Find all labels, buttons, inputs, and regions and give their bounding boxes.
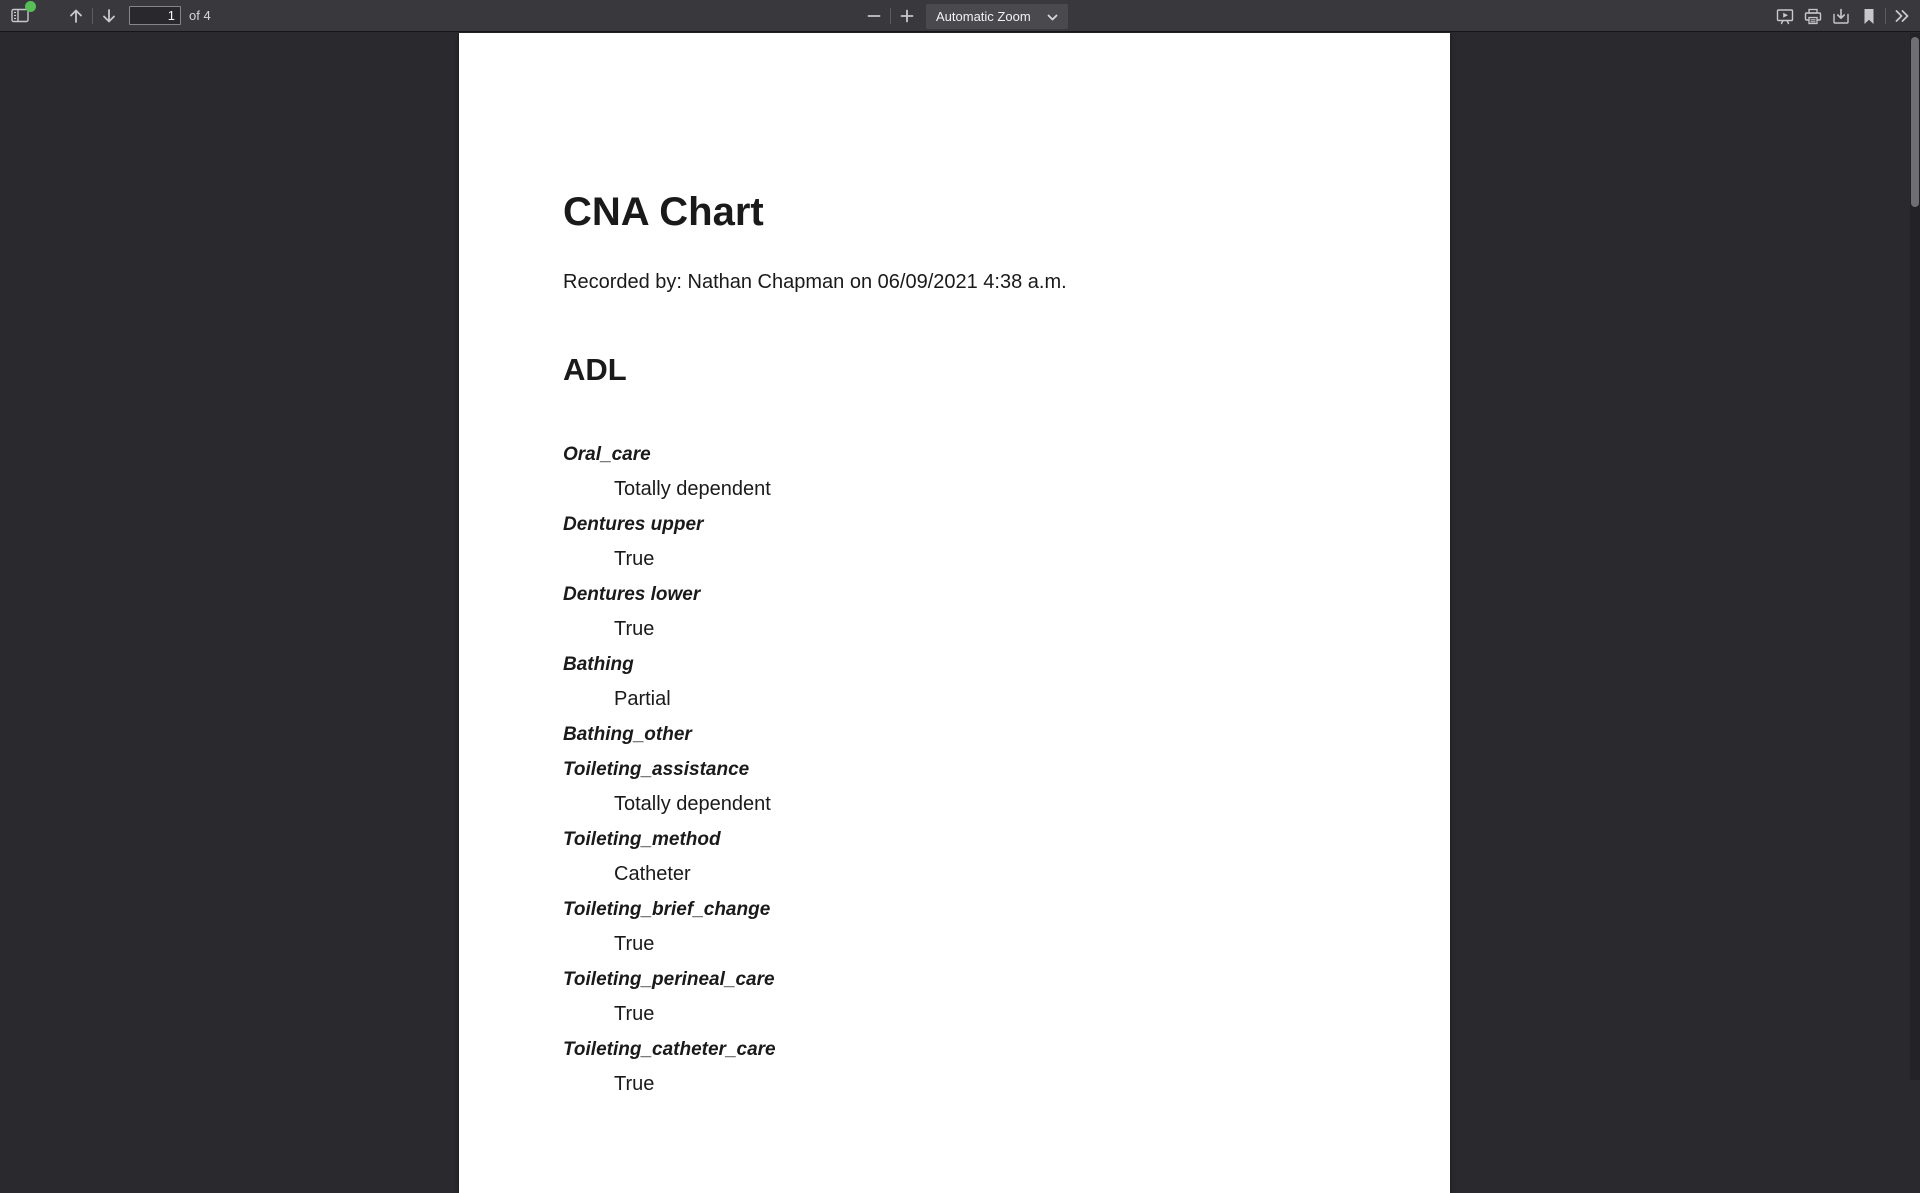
field-value: True (614, 1073, 655, 1095)
page-count-label: of 4 (189, 8, 211, 23)
current-view-button[interactable] (1856, 3, 1882, 29)
pdf-page (459, 33, 1450, 1193)
field-row (563, 962, 1363, 1032)
presentation-mode-icon (1776, 8, 1794, 25)
field-value: Totally dependent (614, 478, 771, 500)
field-row (563, 647, 1363, 717)
field-row (563, 822, 1363, 892)
notification-dot (25, 1, 36, 12)
document-byline: Recorded by: Nathan Chapman on 06/09/2021 4:38 a.m. (563, 271, 1067, 293)
field-label: Toileting_brief_change (563, 899, 771, 920)
zoom-in-button[interactable] (894, 3, 920, 29)
field-label: Oral_care (563, 444, 651, 465)
field-row (563, 577, 1363, 647)
field-value: True (614, 933, 655, 955)
zoom-out-icon (866, 8, 882, 24)
scrollbar-thumb[interactable] (1911, 37, 1919, 207)
save-icon (1832, 8, 1850, 25)
field-label: Toileting_perineal_care (563, 969, 775, 990)
page-number-input[interactable] (129, 6, 181, 25)
toolbar-right-group (1771, 0, 1916, 32)
field-label: Dentures upper (563, 514, 704, 535)
print-icon (1804, 8, 1822, 25)
presentation-mode-button[interactable] (1772, 3, 1798, 29)
toolbar-divider (890, 8, 891, 24)
page-down-icon (100, 7, 118, 25)
toolbar-divider (1885, 8, 1886, 24)
chevron-down-icon (1031, 9, 1058, 24)
field-value: Totally dependent (614, 793, 771, 815)
sidebar-toggle-button[interactable] (7, 3, 33, 29)
field-row (563, 1032, 1363, 1102)
field-label: Toileting_method (563, 829, 721, 850)
document-title: CNA Chart (563, 190, 764, 234)
field-label: Toileting_catheter_care (563, 1039, 776, 1060)
section-heading: ADL (563, 352, 627, 387)
field-row (563, 507, 1363, 577)
viewer-area (0, 33, 1920, 1095)
field-value: True (614, 1003, 655, 1025)
toolbar-center-group (860, 0, 1068, 32)
next-page-button[interactable] (96, 3, 122, 29)
page-up-icon (67, 7, 85, 25)
field-value: True (614, 618, 655, 640)
toolbar-left-group (0, 0, 211, 32)
field-value: True (614, 548, 655, 570)
field-row (563, 717, 1363, 752)
field-value: Catheter (614, 863, 691, 885)
zoom-out-button[interactable] (861, 3, 887, 29)
zoom-level-value: Automatic Zoom (936, 8, 1031, 24)
field-label: Bathing_other (563, 724, 692, 745)
field-value: Partial (614, 688, 671, 710)
print-button[interactable] (1800, 3, 1826, 29)
field-label: Bathing (563, 654, 634, 675)
toolbar-divider (92, 8, 93, 24)
zoom-level-select[interactable] (926, 4, 1068, 29)
field-row (563, 437, 1363, 507)
double-chevron-right-icon (1893, 8, 1911, 24)
previous-page-button[interactable] (63, 3, 89, 29)
scrollbar-track[interactable] (1910, 33, 1920, 1080)
field-label: Dentures lower (563, 584, 701, 605)
tools-menu-button[interactable] (1889, 3, 1915, 29)
bookmark-icon (1862, 8, 1876, 25)
pdf-toolbar (0, 0, 1920, 32)
zoom-in-icon (899, 8, 915, 24)
field-row (563, 752, 1363, 822)
field-label: Toileting_assistance (563, 759, 750, 780)
field-list (563, 437, 1363, 1102)
field-row (563, 892, 1363, 962)
save-button[interactable] (1828, 3, 1854, 29)
